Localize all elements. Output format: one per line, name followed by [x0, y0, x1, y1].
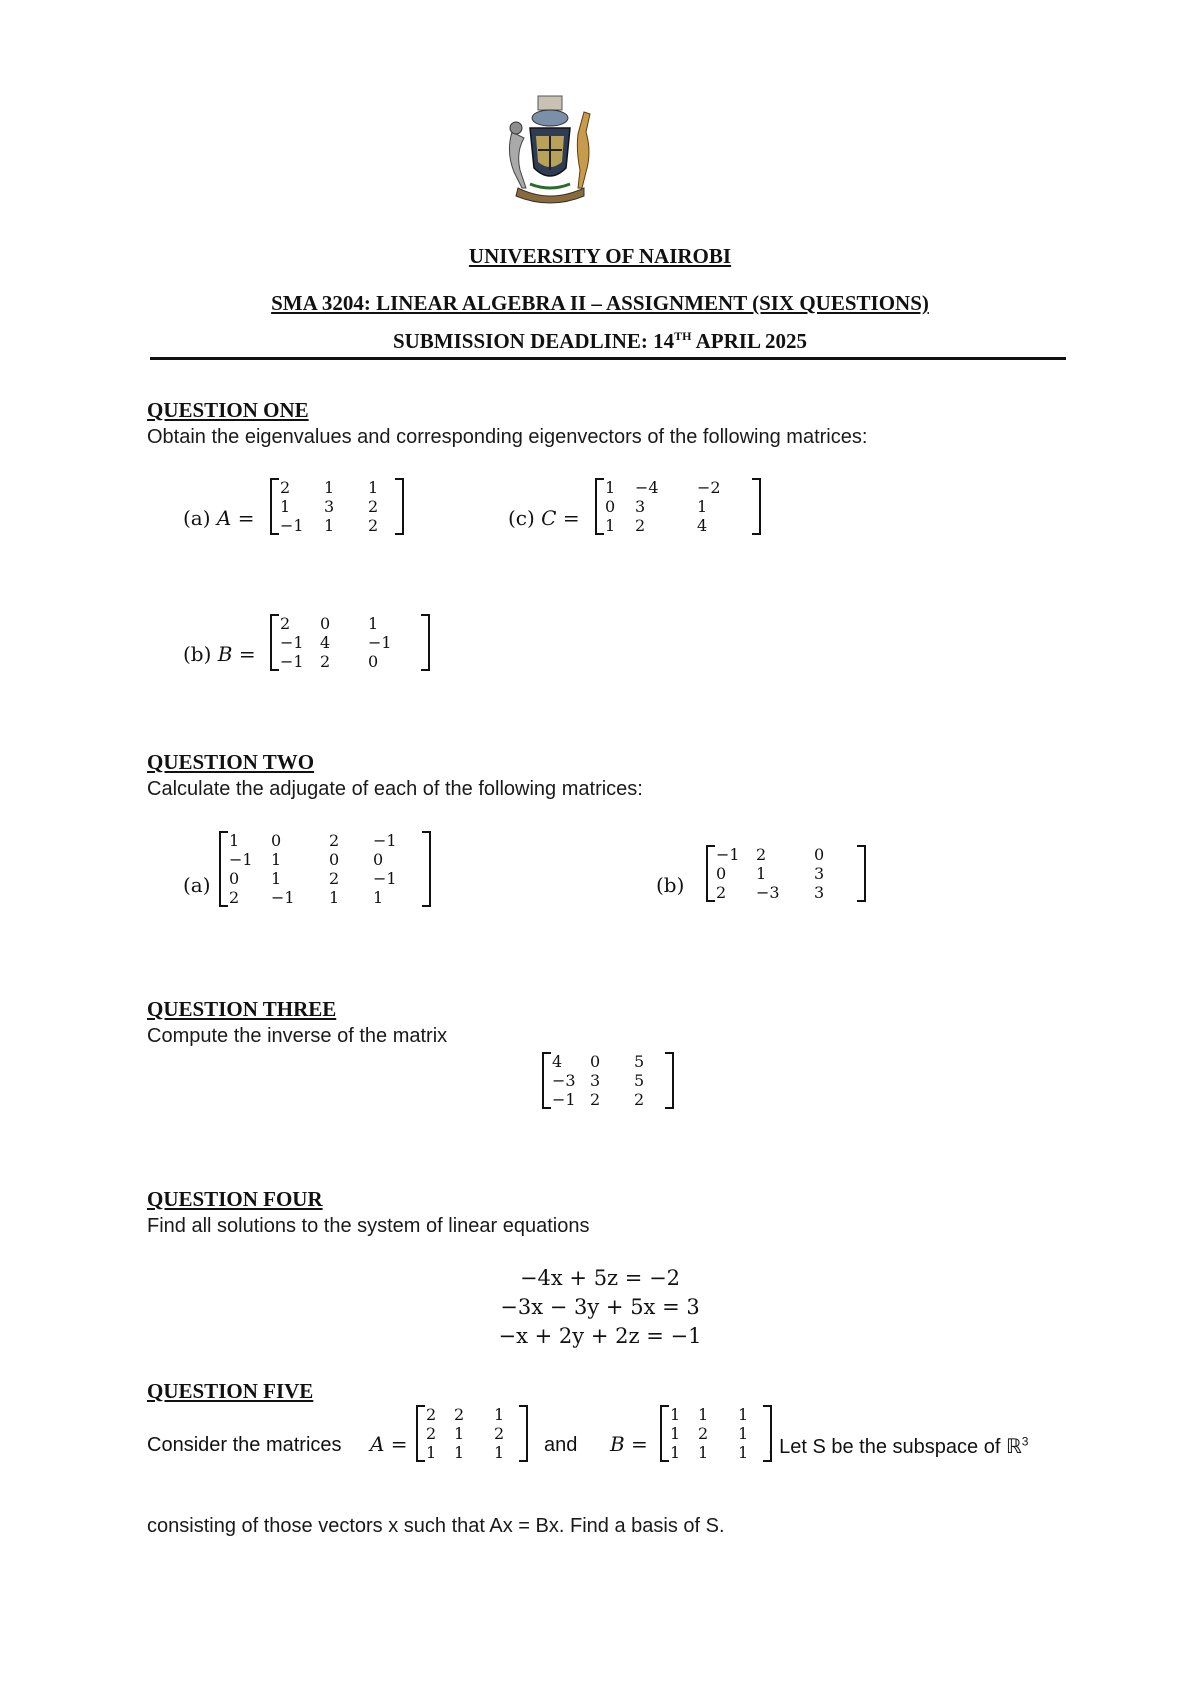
matrix-cell: 0 [716, 864, 727, 883]
matrix-cell: 2 [368, 516, 379, 535]
question-one-title: QUESTION ONE [147, 398, 309, 422]
matrix-cell: 0 [590, 1052, 601, 1071]
university-crest-logo [500, 92, 600, 210]
matrix-cell: 5 [634, 1071, 645, 1090]
matrix-cell: 0 [605, 497, 616, 516]
matrix-cell: 1 [670, 1443, 681, 1462]
question-three-title: QUESTION THREE [147, 997, 337, 1021]
header-divider [150, 357, 1066, 360]
matrix-cell: 1 [670, 1405, 681, 1424]
equation-3: −x + 2y + 2z = −1 [498, 1324, 702, 1348]
equation-1: −4x + 5z = −2 [519, 1266, 681, 1290]
matrix-cell: 2 [426, 1405, 437, 1424]
q1-b-label: (b) B = [183, 642, 256, 666]
matrix-cell: 1 [697, 497, 708, 516]
matrix-cell: 0 [320, 614, 331, 633]
matrix-cell: 3 [814, 883, 825, 902]
matrix-cell: 2 [426, 1424, 437, 1443]
matrix-cell: 2 [229, 888, 240, 907]
matrix-cell: 2 [329, 869, 340, 888]
matrix-cell: 1 [271, 850, 282, 869]
q1-a-label: (a) A = [183, 506, 255, 530]
q1-c-label: (c) C = [508, 506, 580, 530]
matrix-cell: −1 [716, 845, 740, 864]
matrix-cell: 1 [605, 478, 616, 497]
matrix-cell: 2 [634, 1090, 645, 1109]
q5-subspace-text: . Let S be the subspace of ℝ$^3$ [768, 1434, 1029, 1458]
q2-matrix-b [706, 845, 866, 902]
q2-a-label: (a) [183, 873, 211, 897]
question-five-title: QUESTION FIVE [147, 1379, 314, 1403]
matrix-cell: 1 [229, 831, 240, 850]
q5-b-label: B = [610, 1432, 648, 1456]
matrix-cell: 1 [738, 1443, 749, 1462]
matrix-cell: 1 [756, 864, 767, 883]
question-one-text: Obtain the eigenvalues and corresponding eigenvectors of the following matrices: [147, 426, 868, 448]
matrix-cell: 2 [454, 1405, 465, 1424]
question-two-text: Calculate the adjugate of each of the following matrices: [147, 778, 643, 800]
matrix-cell: 2 [280, 478, 291, 497]
matrix-cell: 3 [324, 497, 335, 516]
submission-deadline: SUBMISSION DEADLINE: 14TH APRIL 2025 [392, 329, 808, 353]
matrix-cell: −3 [756, 883, 780, 902]
matrix-cell: 1 [605, 516, 616, 535]
matrix-cell: 1 [426, 1443, 437, 1462]
matrix-cell: 5 [634, 1052, 645, 1071]
matrix-cell: −1 [280, 652, 304, 671]
matrix-cell: 1 [670, 1424, 681, 1443]
matrix-cell: 0 [329, 850, 340, 869]
matrix-cell: 2 [280, 614, 291, 633]
matrix-cell: −3 [552, 1071, 576, 1090]
matrix-cell: 1 [454, 1424, 465, 1443]
matrix-cell: 4 [320, 633, 331, 652]
matrix-cell: 0 [271, 831, 282, 850]
matrix-cell: 2 [590, 1090, 601, 1109]
q1-matrix-a [270, 478, 404, 535]
matrix-cell: −1 [229, 850, 253, 869]
matrix-cell: 1 [698, 1443, 709, 1462]
matrix-cell: 1 [738, 1405, 749, 1424]
matrix-cell: 1 [280, 497, 291, 516]
matrix-cell: 1 [698, 1405, 709, 1424]
matrix-cell: 1 [368, 614, 379, 633]
q1-matrix-c [595, 478, 761, 535]
q5-and-text: and [544, 1434, 578, 1456]
matrix-cell: −1 [280, 633, 304, 652]
university-name: UNIVERSITY OF NAIROBI [468, 244, 732, 268]
q5-text-2: consisting of those vectors x such that Ax = Bx. Find a basis of S. [147, 1515, 725, 1537]
matrix-cell: 4 [552, 1052, 563, 1071]
matrix-cell: 2 [698, 1424, 709, 1443]
q1-matrix-b [270, 614, 430, 671]
matrix-cell: 3 [590, 1071, 601, 1090]
matrix-cell: 1 [324, 478, 335, 497]
q5-matrix-a [416, 1405, 528, 1462]
matrix-cell: −1 [552, 1090, 576, 1109]
matrix-cell: 3 [635, 497, 646, 516]
matrix-cell: 1 [368, 478, 379, 497]
matrix-cell: 2 [320, 652, 331, 671]
matrix-cell: 1 [494, 1405, 505, 1424]
matrix-cell: 2 [716, 883, 727, 902]
question-three-text: Compute the inverse of the matrix [147, 1025, 448, 1047]
matrix-cell: 0 [373, 850, 384, 869]
q5-a-label: A = [370, 1432, 408, 1456]
matrix-cell: 0 [368, 652, 379, 671]
matrix-cell: −1 [280, 516, 304, 535]
matrix-cell: −1 [373, 831, 397, 850]
course-title: SMA 3204: LINEAR ALGEBRA II – ASSIGNMENT (SIX QUESTIONS) [271, 291, 929, 315]
matrix-cell: 1 [494, 1443, 505, 1462]
matrix-cell: 1 [271, 869, 282, 888]
question-two-title: QUESTION TWO [147, 750, 315, 774]
matrix-cell: 2 [368, 497, 379, 516]
matrix-cell: 2 [494, 1424, 505, 1443]
matrix-cell: 2 [635, 516, 646, 535]
matrix-cell: 1 [373, 888, 384, 907]
matrix-cell: −1 [271, 888, 295, 907]
matrix-cell: 0 [814, 845, 825, 864]
question-four-title: QUESTION FOUR [147, 1187, 323, 1211]
matrix-cell: −4 [635, 478, 659, 497]
q3-matrix [542, 1052, 674, 1109]
matrix-cell: 0 [229, 869, 240, 888]
matrix-cell: −1 [373, 869, 397, 888]
matrix-cell: 2 [329, 831, 340, 850]
q2-matrix-a [219, 831, 431, 907]
matrix-cell: 1 [738, 1424, 749, 1443]
q2-b-label: (b) [656, 873, 685, 897]
matrix-cell: 2 [756, 845, 767, 864]
matrix-cell: −2 [697, 478, 721, 497]
matrix-cell: 1 [329, 888, 340, 907]
matrix-cell: 3 [814, 864, 825, 883]
q5-consider-text: Consider the matrices [147, 1434, 342, 1456]
question-four-text: Find all solutions to the system of linear equations [147, 1215, 590, 1237]
q5-matrix-b [660, 1405, 772, 1462]
equation-2: −3x − 3y + 5x = 3 [500, 1295, 700, 1319]
matrix-cell: 1 [324, 516, 335, 535]
matrix-cell: 4 [697, 516, 708, 535]
matrix-cell: 1 [454, 1443, 465, 1462]
matrix-cell: −1 [368, 633, 392, 652]
